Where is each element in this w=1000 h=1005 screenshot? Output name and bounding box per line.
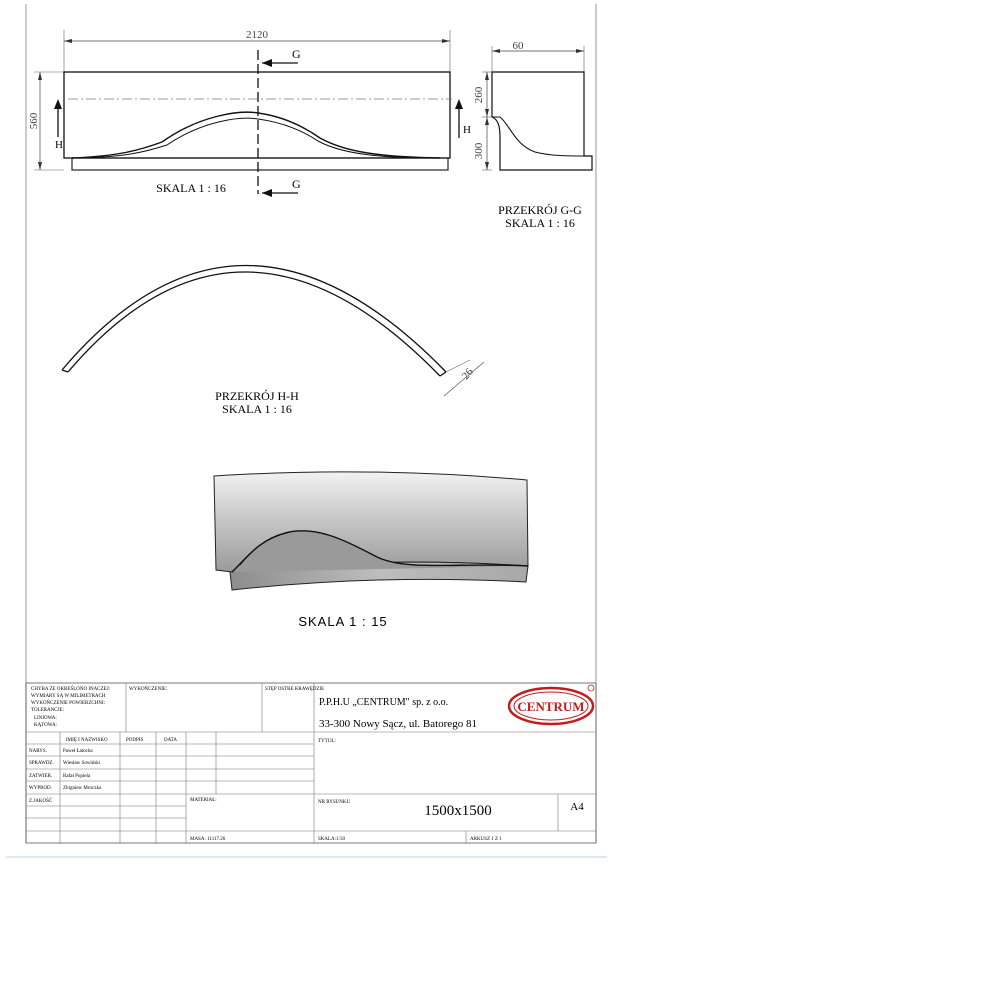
hh-scale: SKALA 1 : 16: [222, 402, 292, 416]
gg-section-curve: [500, 117, 584, 156]
logo-text: CENTRUM: [517, 699, 585, 714]
note-line-1: CHYBA ŻE OKREŚLONO INACZEJ:: [31, 687, 111, 692]
note-line-3: WYKOŃCZENIE POWIERZCHNI:: [31, 701, 106, 706]
hh-thickness-dim: 26: [459, 366, 476, 383]
company-name: P.P.H.U „CENTRUM" sp. z o.o.: [319, 697, 449, 708]
gg-scale: SKALA 1 : 16: [505, 216, 575, 230]
section-gg-view: [455, 40, 592, 230]
hh-arc-inner: [68, 272, 440, 376]
gg-upper-dim: 260: [473, 86, 485, 104]
gg-section-outline: [492, 72, 592, 170]
mass-label: MASA: 11117.26: [190, 837, 226, 842]
title-block: [26, 683, 596, 843]
iso-scale: SKALA 1 : 15: [298, 614, 388, 629]
header-name: IMIĘ I NAZWISKO: [66, 738, 108, 743]
role-sprawdz: SPRAWDZ.: [29, 761, 54, 766]
hh-arc-outer: [62, 265, 446, 372]
header-sign: PODPIS: [126, 738, 144, 743]
section-g-label-top: G: [292, 47, 301, 61]
top-view-scale: SKALA 1 : 16: [156, 181, 226, 195]
note-line-5: LINIOWA:: [34, 716, 57, 721]
section-hh-view: [62, 265, 484, 416]
note-line-4: TOLERANCJE:: [31, 708, 64, 713]
section-h-label: H: [55, 139, 63, 151]
name-wyprod: Zbigniew Mroczka: [63, 786, 102, 791]
gg-title: PRZEKRÓJ G-G: [498, 203, 582, 217]
top-view: [28, 29, 452, 197]
company-address: 33-300 Nowy Sącz, ul. Batorego 81: [319, 718, 477, 730]
note-line-6: KĄTOWA:: [34, 723, 57, 728]
top-view-base: [72, 158, 448, 170]
role-zjakosc: Z.JAKOŚĆ: [29, 799, 53, 804]
role-zatwier: ZATWIER.: [29, 774, 53, 779]
drawing-number: 1500x1500: [424, 803, 492, 819]
wykonczenie-label: WYKOŃCZENIE:: [129, 687, 168, 692]
tytul-label: TYTUŁ:: [318, 739, 336, 744]
width-dimension-label: 2120: [246, 29, 268, 41]
header-date: DATA: [164, 738, 177, 743]
hh-title: PRZEKRÓJ H-H: [215, 389, 299, 403]
note-line-2: WYMIARY SĄ W MILIMETRACH: [31, 694, 106, 699]
iso-view: [214, 472, 528, 629]
stepiec-label: STĘP OSTRE KRAWĘDZIE: [265, 687, 325, 692]
name-narys: Paweł Łatocha: [63, 749, 93, 754]
material-label: MATERIAŁ:: [190, 798, 217, 803]
role-wyprod: WYPROD.: [29, 786, 52, 791]
top-view-outline: [64, 72, 450, 158]
sheet-label: ARKUSZ 1 Z 1: [470, 837, 502, 842]
name-sprawdz: Wiesław Sowiński: [63, 761, 101, 766]
scale-label: SKALA:1:50: [318, 837, 345, 842]
nr-label: NR RYSUNKU: [318, 800, 351, 805]
name-zatwier: Rafał Popiela: [63, 774, 91, 779]
section-g-label-bottom: G: [292, 177, 301, 191]
gg-top-dim: 60: [512, 40, 524, 52]
gg-lower-dim: 300: [473, 142, 485, 160]
gg-h-label: H: [463, 124, 471, 136]
sheet-size: A4: [570, 801, 584, 813]
role-narys: NARYS.: [29, 749, 47, 754]
height-dimension-label: 560: [28, 112, 40, 130]
